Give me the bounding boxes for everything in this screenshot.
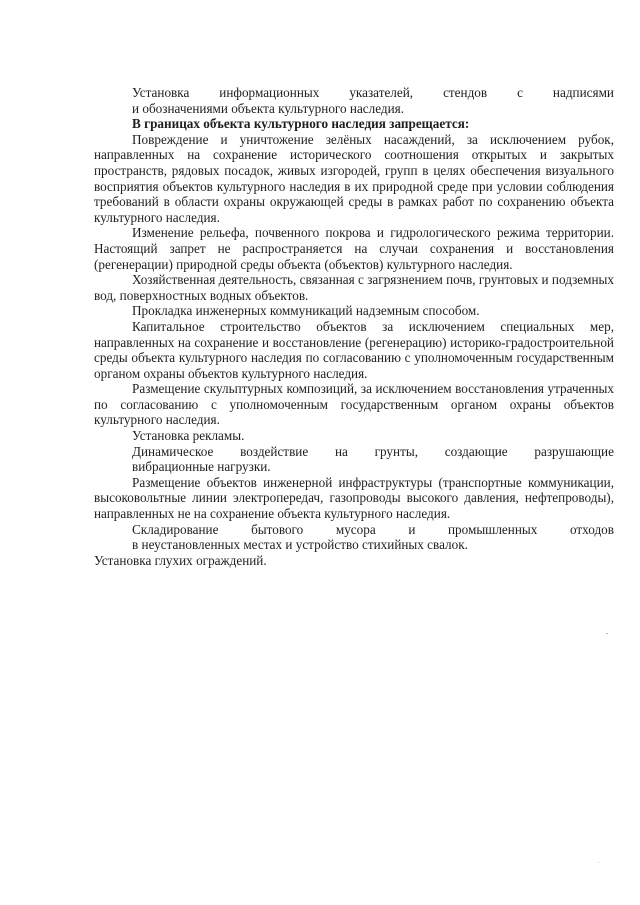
- paragraph-text: и обозначениями объекта культурного наследия.: [132, 100, 405, 116]
- word: стендов: [443, 85, 488, 100]
- word: разрушающие: [534, 443, 614, 459]
- paragraph-dynamic-impact: [94, 444, 614, 475]
- word: воздействие: [240, 443, 309, 459]
- paragraph-capital-construction: Капитальное строительство объектов за исключением специальных мер, направленных на сохранение и восстановление (регенерацию) историко-градостроительной среды объекта культурного наследия по согласованию с уполномоченным государственным органом охраны объектов культурного наследия.: [94, 318, 614, 381]
- word: мусора: [335, 521, 376, 537]
- paragraph-first-line: [94, 85, 614, 101]
- paragraph-green-spaces: Повреждение и уничтожение зелёных насаждений, за исключением рубок, направленных на сохранение исторического соотношения открытых и закрытых пространств, рядовых посадок, живых изгородей, групп в целях обеспечения визуального восприятия объектов культурного наследия в их природной среде при условии соблюдения требований в области охраны окружающей среды в рамках работ по сохранению объекта культурного наследия.: [94, 131, 614, 225]
- word: указателей,: [349, 85, 414, 100]
- word: грунты,: [374, 443, 418, 459]
- word: на: [334, 443, 348, 459]
- scan-speck: [598, 862, 599, 863]
- paragraph-first-line: [94, 522, 614, 538]
- word: Складирование: [132, 521, 219, 537]
- word: промышленных: [447, 521, 538, 537]
- word: Установка: [132, 85, 190, 100]
- word: информационных: [219, 85, 320, 100]
- paragraph-info-signs: [94, 85, 614, 116]
- word: отходов: [569, 521, 614, 537]
- paragraph-infrastructure: Размещение объектов инженерной инфраструктуры (транспортные коммуникации, высоковольтные линии электропередач, газопроводы высокого давления, нефтепроводы), направленных не на сохранение объекта культурного наследия.: [94, 474, 614, 522]
- scan-speck: [606, 633, 608, 634]
- word: с: [517, 85, 523, 100]
- paragraph-economic-activity: Хозяйственная деятельность, связанная с загрязнением почв, грунтовых и подземных вод, поверхностных водных объектов.: [94, 272, 614, 303]
- paragraph-fences: Установка глухих ограждений.: [94, 552, 267, 568]
- paragraph-sculptures: Размещение скульптурных композиций, за исключением восстановления утраченных по согласованию с уполномоченным государственным органом охраны объектов культурного наследия.: [94, 381, 614, 428]
- paragraph-first-line: [94, 444, 614, 460]
- paragraph-overhead-utilities: Прокладка инженерных коммуникаций надземным способом.: [132, 303, 480, 319]
- paragraph-relief: Изменение рельефа, почвенного покрова и гидрологического режима территории. Настоящий запрет не распространяется на случаи сохранения и восстановления (регенерации) природной среды объекта (объектов) культурного наследия.: [94, 225, 614, 272]
- word: надписями: [552, 85, 614, 100]
- document-page: [94, 85, 614, 568]
- word: и: [408, 521, 416, 537]
- word: бытового: [251, 521, 304, 537]
- word: создающие: [444, 443, 508, 459]
- paragraph-text: вибрационные нагрузки.: [132, 459, 271, 475]
- paragraph-advertising: Установка рекламы.: [132, 428, 245, 444]
- paragraph-waste-storage: [94, 522, 614, 553]
- paragraph-text: в неустановленных местах и устройство стихийных свалок.: [132, 537, 468, 553]
- section-heading: В границах объекта культурного наследия запрещается:: [132, 116, 470, 132]
- word: Динамическое: [132, 443, 214, 459]
